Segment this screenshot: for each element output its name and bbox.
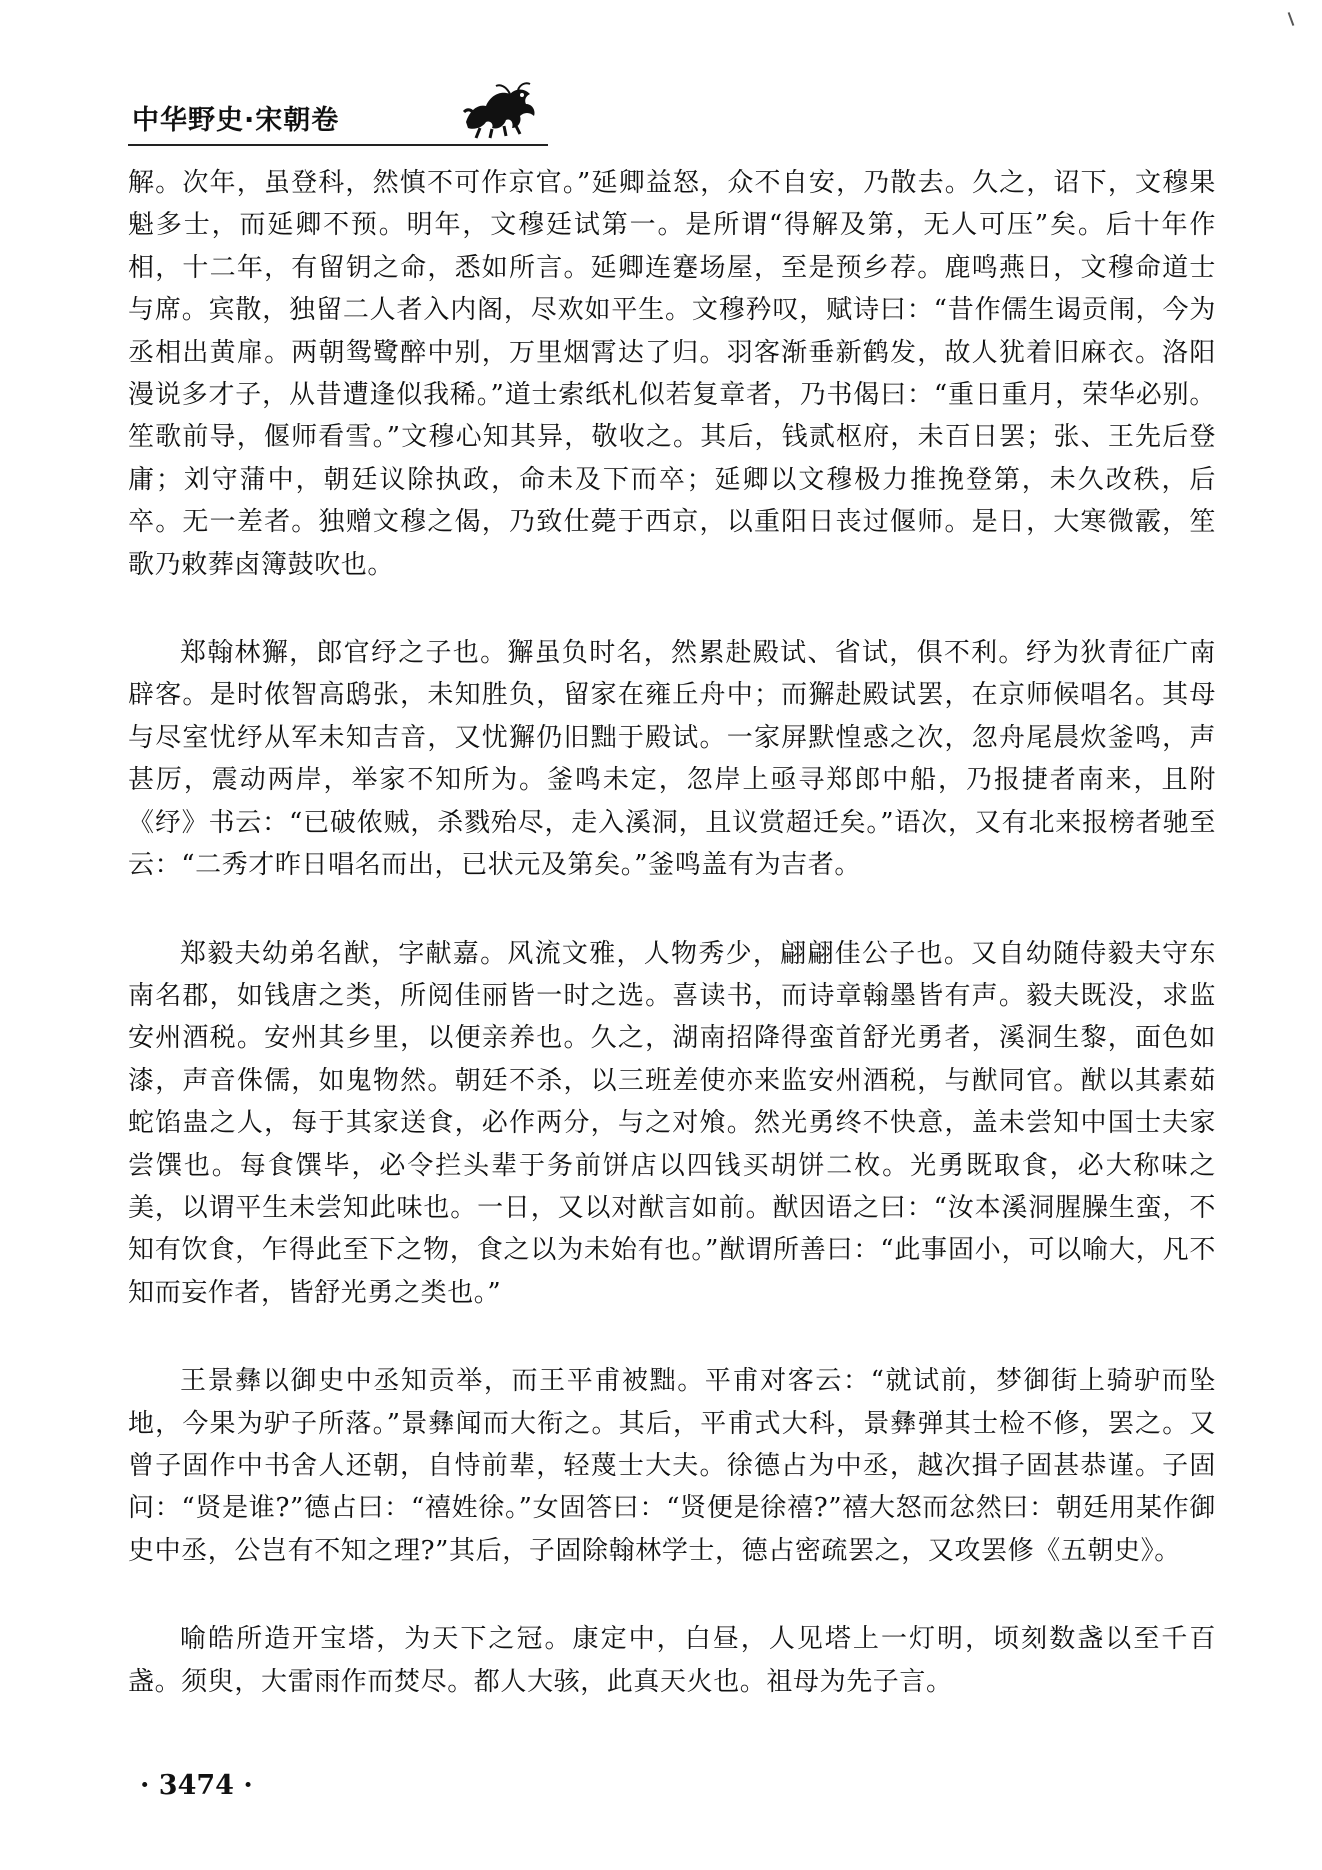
paragraph: 王景彝以御史中丞知贡举，而王平甫被黜。平甫对客云：“就试前，梦御街上骑驴而坠地，今果为驴子所落。”景彝闻而大衔之。其后，平甫式大科，景彝弹其士检不修，罢之。又曾子固作中书舍人还朝，自恃前辈，轻蔑士大夫。徐德占为中丞，越次揖子固甚恭谨。子固问：“贤是谁?”德占曰：“禧姓徐。”女固答曰：“贤便是徐禧?”禧大怒而忿然曰：朝廷用某作御史中丞，公岂有不知之理?”其后，子固除翰林学士，德占密疏罢之，又攻罢修《五朝史》。 — [128, 1366, 1216, 1566]
paragraph: 郑毅夫幼弟名猷，字献嘉。风流文雅，人物秀少，翩翩佳公子也。又自幼随侍毅夫守东南名郡，如钱唐之类，所阅佳丽皆一时之选。喜读书，而诗章翰墨皆有声。毅夫既没，求监安州酒税。安州其乡里，以便亲养也。久之，湖南招降得蛮首舒光勇者，溪洞生黎，面色如漆，声音侏儒，如鬼物然。朝廷不杀，以三班差使亦来监安州酒税，与猷同官。猷以其素茹蛇馅蛊之人，每于其家送食，必作两分，与之对飧。然光勇终不快意，盖未尝知中国士夫家尝馔也。每食馔毕，必令拦头辈于务前饼店以四钱买胡饼二枚。光勇既取食，必大称味之美，以谓平生未尝知此味也。一日，又以对猷言如前。猷因语之曰：“汝本溪洞腥臊生蛮，不知有饮食，乍得此至下之物，食之以为未始有也。”猷谓所善曰：“此事固小，可以喻大，凡不知而妄作者，皆舒光勇之类也。” — [128, 938, 1216, 1308]
book-title: 中华野史·宋朝卷 — [132, 105, 340, 136]
paragraph: 郑翰林獬，郎官纾之子也。獬虽负时名，然累赴殿试、省试，俱不利。纾为狄青征广南辟客。是时侬智高鸱张，未知胜负，留家在雍丘舟中；而獬赴殿试罢，在京师候唱名。其母与尽室忧纾从军未知吉音，又忧獬仍旧黜于殿试。一家屏默惶惑之次，忽舟尾晨炊釜鸣，声甚厉，震动两岸，举家不知所为。釜鸣未定，忽岸上亟寻郑郎中船，乃报捷者南来，且附《纾》书云：“已破侬贼，杀戮殆尽，走入溪洞，且议赏超迁矣。”语次，又有北来报榜者驰至云：“二秀才昨日唱名而出，已状元及第矣。”釜鸣盖有为吉者。 — [128, 638, 1216, 881]
running-header — [128, 82, 548, 152]
paragraph: 解。次年，虽登科，然慎不可作京官。”延卿益怒，众不自安，乃散去。久之，诏下，文穆果魁多士，而延卿不预。明年，文穆廷试第一。是所谓“得解及第，无人可压”矣。后十年作相，十二年，有留钥之命，悉如所言。延卿连蹇场屋，至是预乡荐。鹿鸣燕日，文穆命道士与席。宾散，独留二人者入内阁，尽欢如平生。文穆矜叹，赋诗曰：“昔作儒生谒贡闱，今为丞相出黄扉。两朝鸳鹭醉中别，万里烟霄达了归。羽客渐垂新鹤发，故人犹着旧麻衣。洛阳漫说多才子，从昔遭逢似我稀。”道士索纸札似若复章者，乃书偈曰：“重日重月，荣华必别。笙歌前导，偃师看雪。”文穆心知其异，敬收之。其后，钱贰枢府，未百日罢；张、王先后登庸；刘守蒲中，朝廷议除执政，命未及下而卒；延卿以文穆极力推挽登第，未久改秩，后卒。无一差者。独赠文穆之偈，乃致仕薨于西京，以重阳日丧过偃师。是日，大寒微霰，笙歌乃敕葬卤簿鼓吹也。 — [128, 168, 1216, 580]
paragraph: 喻皓所造开宝塔，为天下之冠。康定中，白昼，人见塔上一灯明，顷刻数盏以至千百盏。须臾，大雷雨作而焚尽。都人大骇，此真天火也。祖母为先子言。 — [128, 1624, 1216, 1697]
scan-edge-mark — [1288, 12, 1295, 26]
header-rule — [128, 144, 548, 146]
dragon-emblem-icon — [460, 82, 540, 140]
body-text — [128, 162, 1216, 1703]
page-number: · 3474 · — [140, 1770, 253, 1801]
